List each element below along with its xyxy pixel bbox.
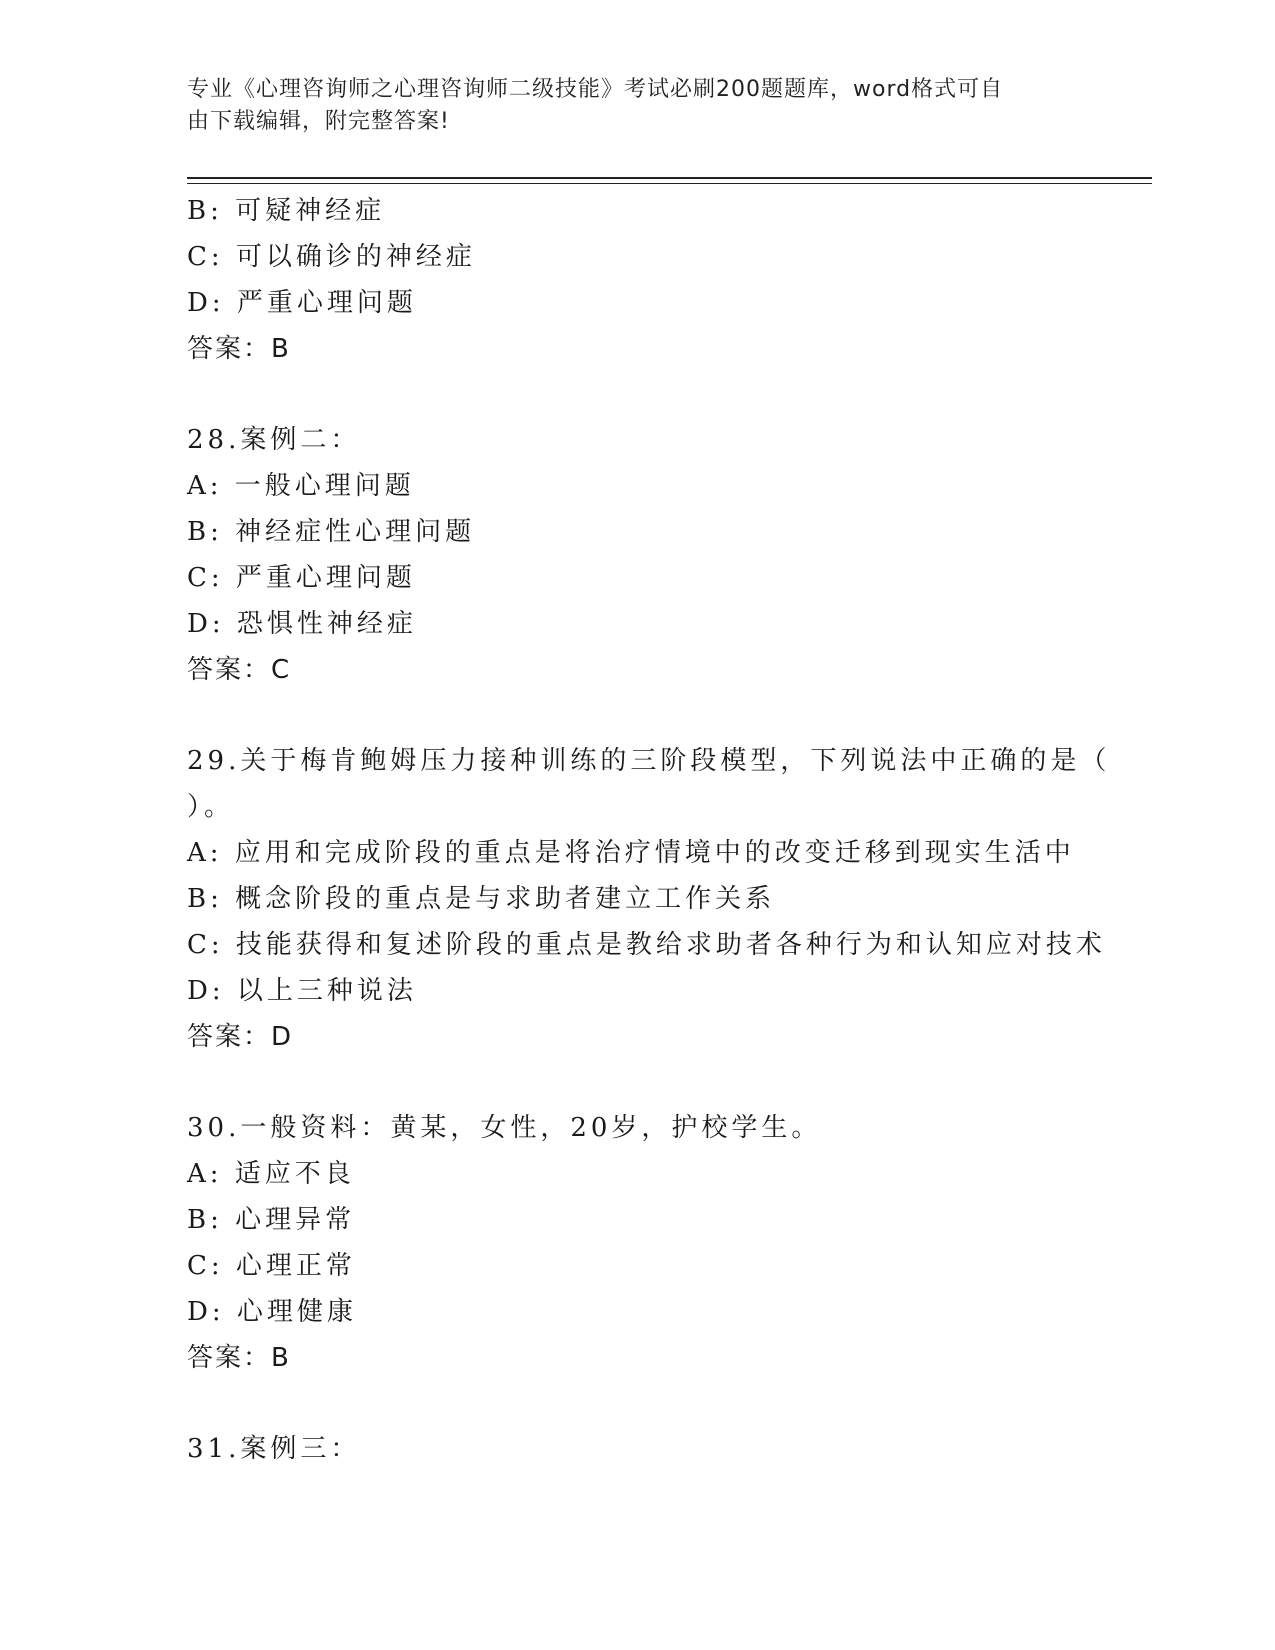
option-d: D: 心理健康 [187, 1297, 357, 1327]
document-header [187, 74, 1067, 138]
question-28 [187, 417, 1087, 693]
question-text: 30.一般资料：黄某，女性，20岁，护校学生。 [187, 1113, 822, 1143]
option-d: D: 以上三种说法 [187, 976, 417, 1006]
option-a: A: 适应不良 [187, 1159, 355, 1189]
option-c: C: 可以确诊的神经症 [187, 242, 476, 272]
header-line-2: 由下载编辑，附完整答案! [187, 109, 450, 134]
option-b: B: 概念阶段的重点是与求助者建立工作关系 [187, 884, 776, 914]
option-d: D: 恐惧性神经症 [187, 609, 417, 639]
question-text: 29.关于梅肯鲍姆压力接种训练的三阶段模型，下列说法中正确的是（ [187, 746, 1111, 776]
option-d: D: 严重心理问题 [187, 288, 417, 318]
option-a: A: 一般心理问题 [187, 471, 415, 501]
option-b: B: 神经症性心理问题 [187, 517, 476, 547]
question-text-continuation: ）。 [187, 792, 235, 822]
answer-line: 答案：B [187, 1343, 291, 1373]
header-divider-thick [187, 177, 1152, 179]
question-31 [187, 1426, 1087, 1472]
option-c: C: 心理正常 [187, 1251, 356, 1281]
question-30 [187, 1105, 1087, 1381]
option-c: C: 技能获得和复述阶段的重点是教给求助者各种行为和认知应对技术 [187, 930, 1106, 960]
header-line-1: 专业《心理咨询师之心理咨询师二级技能》考试必刷200题题库，word格式可自 [187, 77, 1004, 102]
header-divider-thin [187, 183, 1152, 184]
question-text: 31.案例三： [187, 1434, 361, 1464]
option-b: B: 可疑神经症 [187, 196, 386, 226]
question-text: 28.案例二： [187, 425, 361, 455]
answer-line: 答案：C [187, 655, 292, 685]
question-29 [187, 738, 1111, 1060]
question-content [187, 188, 1111, 1472]
answer-line: 答案：B [187, 334, 291, 364]
option-b: B: 心理异常 [187, 1205, 356, 1235]
option-c: C: 严重心理问题 [187, 563, 416, 593]
question-27-continuation [187, 188, 1087, 372]
option-a: A: 应用和完成阶段的重点是将治疗情境中的改变迁移到现实生活中 [187, 838, 1075, 868]
answer-line: 答案：D [187, 1022, 294, 1052]
